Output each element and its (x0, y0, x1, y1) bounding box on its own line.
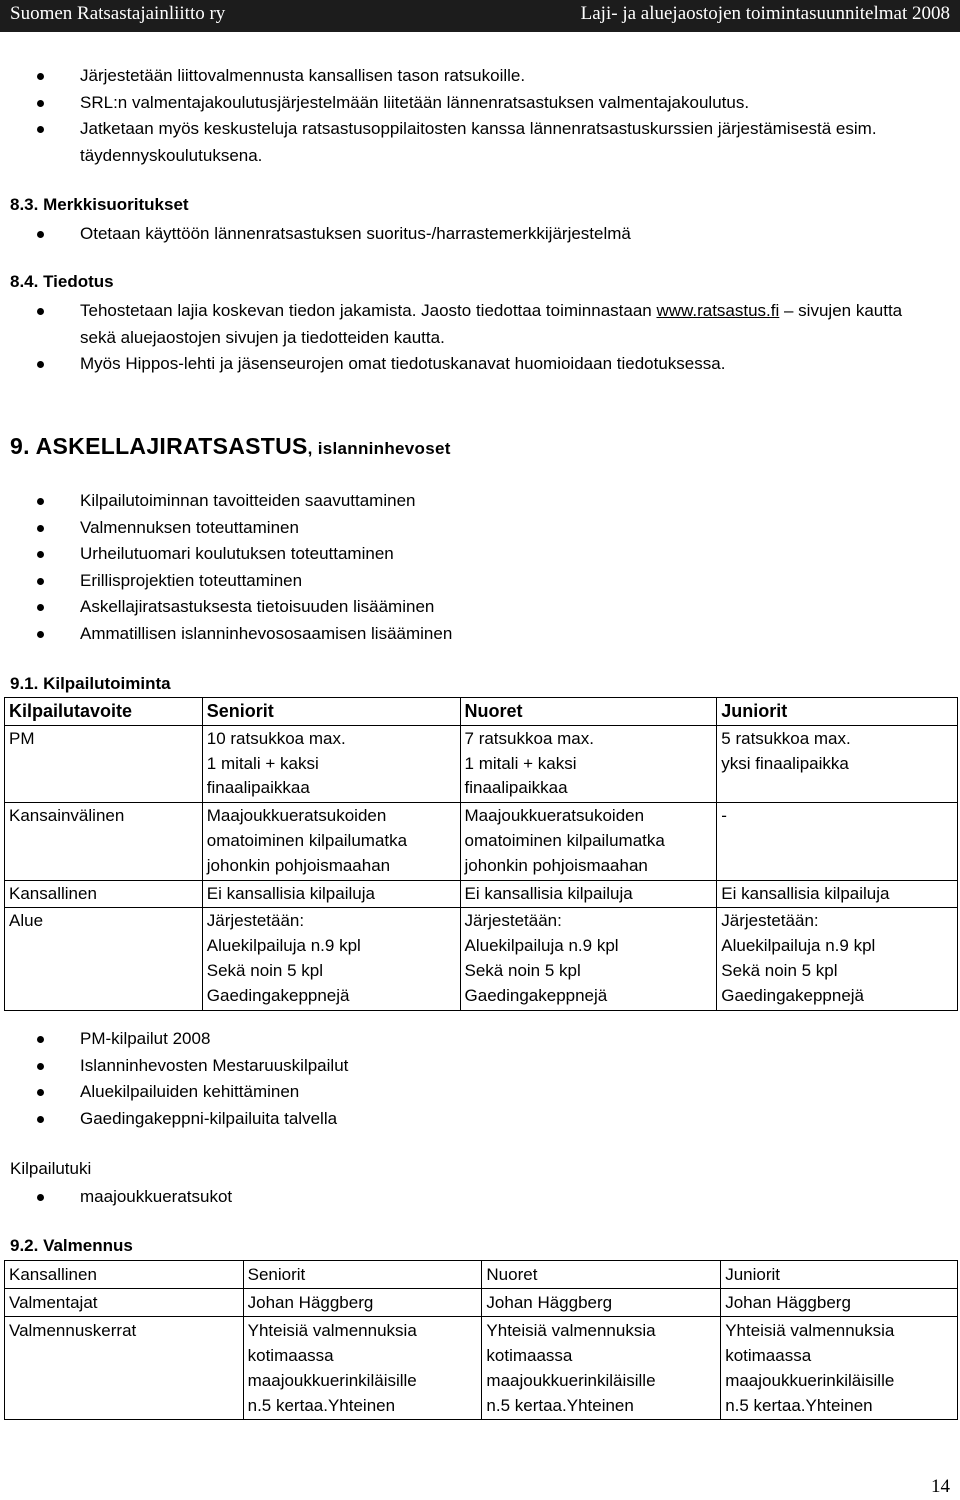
table-cell: Ei kansallisia kilpailuja (202, 880, 460, 908)
list-item: maajoukkueratsukot (80, 1184, 940, 1211)
list-item: Erillisprojektien toteuttaminen (80, 568, 940, 595)
competition-table (4, 697, 958, 1011)
column-header: Kansallinen (5, 1261, 244, 1289)
section-9-list (80, 488, 940, 647)
section-9-1-list (80, 1026, 940, 1132)
list-item: Valmennuksen toteuttaminen (80, 515, 940, 542)
table-row (5, 880, 958, 908)
list-item: Ammatillisen islanninhevososaamisen lisääminen (80, 621, 940, 648)
intro-bullet-list (80, 63, 940, 169)
table-cell: Maajoukkueratsukoiden omatoiminen kilpailumatka johonkin pohjoismaahan (202, 803, 460, 880)
coaching-table (4, 1260, 958, 1420)
list-item: Järjestetään liittovalmennusta kansallisen tason ratsukoille. (80, 63, 940, 90)
table-cell: Kansainvälinen (5, 803, 203, 880)
table-cell: 5 ratsukkoa max. yksi finaalipaikka (717, 725, 958, 802)
table-cell: 7 ratsukkoa max. 1 mitali + kaksi finaalipaikkaa (460, 725, 717, 802)
competition-support-label: Kilpailutuki (10, 1159, 92, 1178)
list-item: Otetaan käyttöön lännenratsastuksen suoritus-/harrastemerkkijärjestelmä (80, 221, 940, 248)
column-header: Seniorit (202, 698, 460, 726)
table-cell: - (717, 803, 958, 880)
table-cell: Maajoukkueratsukoiden omatoiminen kilpailumatka johonkin pohjoismaahan (460, 803, 717, 880)
list-item (80, 298, 920, 351)
table-cell: Johan Häggberg (243, 1289, 482, 1317)
section-9-2-heading: 9.2. Valmennus (10, 1236, 133, 1255)
header-doc-title: Laji- ja aluejaostojen toimintasuunnitelmat 2008 (580, 3, 950, 24)
table-cell: Ei kansallisia kilpailuja (717, 880, 958, 908)
table-cell: Järjestetään: Aluekilpailuja n.9 kpl Sekä noin 5 kpl Gaedingakeppnejä (202, 908, 460, 1010)
list-item: Gaedingakeppni-kilpailuita talvella (80, 1106, 940, 1133)
table-cell: Ei kansallisia kilpailuja (460, 880, 717, 908)
table-cell: Järjestetään: Aluekilpailuja n.9 kpl Sekä noin 5 kpl Gaedingakeppnejä (460, 908, 717, 1010)
list-item: SRL:n valmentajakoulutusjärjestelmään liitetään lännenratsastuksen valmentajakoulutus. (80, 90, 940, 117)
list-item: Kilpailutoiminnan tavoitteiden saavuttaminen (80, 488, 940, 515)
table-row (5, 803, 958, 880)
section-8-3-heading: 8.3. Merkkisuoritukset (10, 195, 189, 214)
list-item: Aluekilpailuiden kehittäminen (80, 1079, 940, 1106)
column-header: Juniorit (717, 698, 958, 726)
column-header: Juniorit (721, 1261, 958, 1289)
table-cell: PM (5, 725, 203, 802)
table-cell: Johan Häggberg (721, 1289, 958, 1317)
section-9-subtitle: , islanninhevoset (307, 439, 451, 458)
list-item: Askellajiratsastuksesta tietoisuuden lisääminen (80, 594, 940, 621)
table-cell: Yhteisiä valmennuksia kotimaassa maajoukkuerinkiläisille n.5 kertaa.Yhteinen (721, 1317, 958, 1420)
table-cell: Kansallinen (5, 880, 203, 908)
section-8-3-list (80, 221, 940, 248)
section-9-heading (10, 433, 451, 460)
header-org: Suomen Ratsastajainliitto ry (10, 3, 226, 24)
column-header: Nuoret (482, 1261, 721, 1289)
table-cell: Valmennuskerrat (5, 1317, 244, 1420)
list-item-text: Tehostetaan lajia koskevan tiedon jakamista. Jaosto tiedottaa toiminnastaan (80, 301, 657, 320)
table-cell: Alue (5, 908, 203, 1010)
column-header: Kilpailutavoite (5, 698, 203, 726)
section-8-4-heading: 8.4. Tiedotus (10, 272, 114, 291)
competition-support-list (80, 1184, 940, 1211)
section-9-title: 9. ASKELLAJIRATSASTUS (10, 433, 308, 459)
table-row (5, 908, 958, 1010)
table-cell: Valmentajat (5, 1289, 244, 1317)
table-cell: Järjestetään: Aluekilpailuja n.9 kpl Sekä noin 5 kpl Gaedingakeppnejä (717, 908, 958, 1010)
list-item-text: – sivujen kautta sekä aluejaostojen sivujen ja tiedotteiden kautta. (80, 301, 903, 347)
ratsastus-link[interactable]: www.ratsastus.fi (656, 301, 780, 320)
table-row (5, 1289, 958, 1317)
table-cell: 10 ratsukkoa max. 1 mitali + kaksi finaalipaikkaa (202, 725, 460, 802)
section-8-4-list (80, 298, 920, 378)
section-9-1-heading: 9.1. Kilpailutoiminta (10, 674, 171, 693)
table-cell: Yhteisiä valmennuksia kotimaassa maajoukkuerinkiläisille n.5 kertaa.Yhteinen (482, 1317, 721, 1420)
table-row (5, 725, 958, 802)
column-header: Seniorit (243, 1261, 482, 1289)
table-cell: Yhteisiä valmennuksia kotimaassa maajoukkuerinkiläisille n.5 kertaa.Yhteinen (243, 1317, 482, 1420)
page-number: 14 (931, 1476, 950, 1497)
list-item: Islanninhevosten Mestaruuskilpailut (80, 1053, 940, 1080)
table-header-row (5, 1261, 958, 1289)
list-item: Urheilutuomari koulutuksen toteuttaminen (80, 541, 940, 568)
list-item: Jatketaan myös keskusteluja ratsastusoppilaitosten kanssa lännenratsastuskurssien järjestämisestä esim. täydennyskoulutuksena. (80, 116, 940, 169)
list-item: PM-kilpailut 2008 (80, 1026, 940, 1053)
table-cell: Johan Häggberg (482, 1289, 721, 1317)
table-row (5, 1317, 958, 1420)
list-item: Myös Hippos-lehti ja jäsenseurojen omat tiedotuskanavat huomioidaan tiedotuksessa. (80, 351, 920, 378)
table-header-row (5, 698, 958, 726)
column-header: Nuoret (460, 698, 717, 726)
page-header (0, 0, 960, 32)
